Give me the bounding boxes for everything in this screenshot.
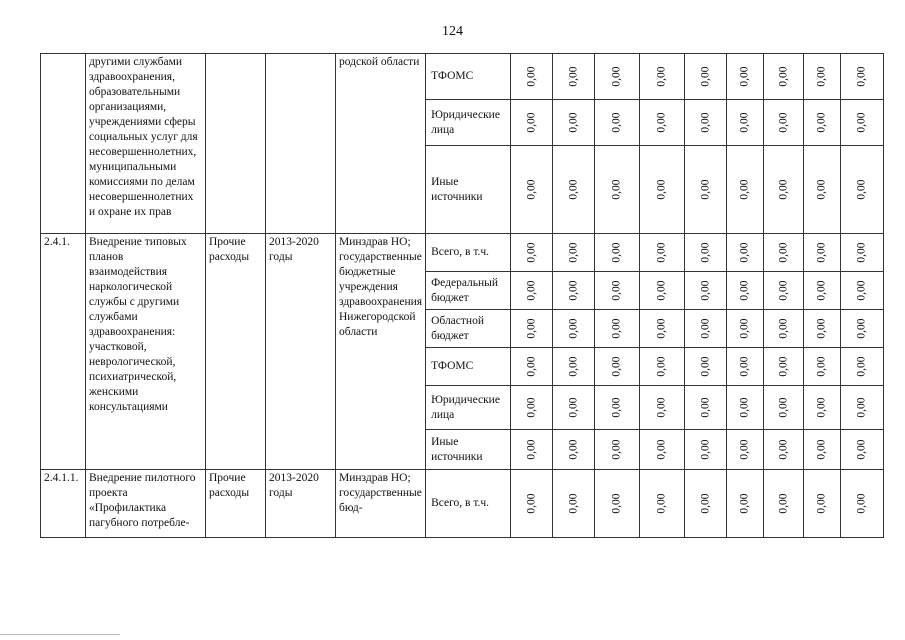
table-row bbox=[41, 470, 884, 538]
amount-value: 0,00 bbox=[655, 397, 668, 418]
item-number-cell: 2.4.1. bbox=[41, 234, 86, 470]
amount-cell bbox=[685, 386, 727, 430]
amount-value: 0,00 bbox=[655, 493, 668, 514]
amount-cell bbox=[727, 234, 764, 272]
amount-value: 0,00 bbox=[699, 356, 712, 377]
amount-value: 0,00 bbox=[567, 112, 580, 133]
amount-value: 0,00 bbox=[567, 397, 580, 418]
amount-cell bbox=[764, 100, 804, 146]
amount-cell bbox=[841, 146, 884, 234]
amount-cell bbox=[640, 470, 685, 538]
amount-value: 0,00 bbox=[567, 179, 580, 200]
amount-cell bbox=[685, 310, 727, 348]
amount-value: 0,00 bbox=[525, 179, 538, 200]
amount-cell bbox=[685, 234, 727, 272]
amount-cell bbox=[553, 146, 595, 234]
amount-value: 0,00 bbox=[815, 179, 828, 200]
amount-value: 0,00 bbox=[855, 179, 868, 200]
amount-cell bbox=[804, 310, 841, 348]
amount-cell bbox=[764, 234, 804, 272]
amount-cell bbox=[727, 348, 764, 386]
amount-cell bbox=[841, 54, 884, 100]
amount-value: 0,00 bbox=[777, 179, 790, 200]
amount-cell bbox=[511, 348, 553, 386]
amount-cell bbox=[804, 146, 841, 234]
item-number-cell bbox=[41, 54, 86, 234]
funding-source-cell: ТФОМС bbox=[426, 54, 511, 100]
amount-value: 0,00 bbox=[699, 493, 712, 514]
executor-cell: родской области bbox=[336, 54, 426, 234]
amount-cell bbox=[640, 272, 685, 310]
amount-value: 0,00 bbox=[815, 439, 828, 460]
amount-value: 0,00 bbox=[855, 439, 868, 460]
amount-cell bbox=[764, 272, 804, 310]
page-number: 124 bbox=[442, 24, 463, 39]
amount-cell bbox=[764, 386, 804, 430]
amount-value: 0,00 bbox=[610, 439, 623, 460]
amount-cell bbox=[685, 430, 727, 470]
amount-value: 0,00 bbox=[525, 318, 538, 339]
amount-value: 0,00 bbox=[655, 112, 668, 133]
amount-cell bbox=[553, 310, 595, 348]
amount-cell bbox=[727, 54, 764, 100]
amount-cell bbox=[685, 272, 727, 310]
amount-value: 0,00 bbox=[738, 356, 751, 377]
amount-cell bbox=[640, 54, 685, 100]
amount-value: 0,00 bbox=[855, 397, 868, 418]
amount-value: 0,00 bbox=[738, 112, 751, 133]
amount-cell bbox=[595, 470, 640, 538]
amount-value: 0,00 bbox=[855, 356, 868, 377]
amount-value: 0,00 bbox=[525, 242, 538, 263]
amount-cell bbox=[511, 54, 553, 100]
amount-value: 0,00 bbox=[525, 493, 538, 514]
expense-type-cell: Прочие расходы bbox=[206, 470, 266, 538]
amount-cell bbox=[841, 234, 884, 272]
funding-source-cell: Иные источники bbox=[426, 146, 511, 234]
period-cell: 2013-2020 годы bbox=[266, 470, 336, 538]
amount-value: 0,00 bbox=[738, 493, 751, 514]
amount-value: 0,00 bbox=[699, 439, 712, 460]
amount-cell bbox=[511, 272, 553, 310]
amount-value: 0,00 bbox=[610, 318, 623, 339]
period-cell bbox=[266, 54, 336, 234]
funding-source-cell: Иные источники bbox=[426, 430, 511, 470]
amount-value: 0,00 bbox=[855, 280, 868, 301]
amount-cell bbox=[511, 234, 553, 272]
amount-value: 0,00 bbox=[699, 179, 712, 200]
amount-value: 0,00 bbox=[777, 493, 790, 514]
amount-cell bbox=[804, 100, 841, 146]
amount-value: 0,00 bbox=[738, 397, 751, 418]
amount-value: 0,00 bbox=[815, 280, 828, 301]
amount-cell bbox=[640, 386, 685, 430]
amount-cell bbox=[685, 100, 727, 146]
amount-value: 0,00 bbox=[815, 493, 828, 514]
amount-value: 0,00 bbox=[699, 66, 712, 87]
amount-value: 0,00 bbox=[815, 66, 828, 87]
amount-value: 0,00 bbox=[567, 318, 580, 339]
amount-cell bbox=[685, 146, 727, 234]
amount-value: 0,00 bbox=[855, 112, 868, 133]
amount-cell bbox=[553, 470, 595, 538]
executor-cell: Минздрав НО; государственные бюд- bbox=[336, 470, 426, 538]
amount-value: 0,00 bbox=[815, 397, 828, 418]
amount-value: 0,00 bbox=[567, 66, 580, 87]
amount-cell bbox=[764, 146, 804, 234]
amount-cell bbox=[841, 470, 884, 538]
amount-cell bbox=[764, 470, 804, 538]
amount-cell bbox=[841, 430, 884, 470]
amount-value: 0,00 bbox=[738, 242, 751, 263]
amount-cell bbox=[553, 234, 595, 272]
amount-value: 0,00 bbox=[777, 356, 790, 377]
amount-value: 0,00 bbox=[525, 356, 538, 377]
amount-value: 0,00 bbox=[777, 280, 790, 301]
amount-cell bbox=[640, 234, 685, 272]
amount-value: 0,00 bbox=[815, 112, 828, 133]
funding-source-cell: Федеральный бюджет bbox=[426, 272, 511, 310]
amount-value: 0,00 bbox=[567, 242, 580, 263]
amount-cell bbox=[727, 430, 764, 470]
amount-value: 0,00 bbox=[655, 179, 668, 200]
amount-value: 0,00 bbox=[699, 112, 712, 133]
amount-value: 0,00 bbox=[855, 242, 868, 263]
amount-cell bbox=[595, 234, 640, 272]
amount-cell bbox=[804, 430, 841, 470]
amount-value: 0,00 bbox=[655, 356, 668, 377]
amount-value: 0,00 bbox=[655, 66, 668, 87]
amount-value: 0,00 bbox=[699, 397, 712, 418]
amount-cell bbox=[640, 146, 685, 234]
amount-cell bbox=[727, 310, 764, 348]
amount-value: 0,00 bbox=[815, 318, 828, 339]
amount-cell bbox=[804, 348, 841, 386]
amount-cell bbox=[595, 386, 640, 430]
amount-cell bbox=[804, 272, 841, 310]
funding-source-cell: Областной бюджет bbox=[426, 310, 511, 348]
amount-value: 0,00 bbox=[655, 318, 668, 339]
table-row bbox=[41, 234, 884, 272]
amount-cell bbox=[595, 310, 640, 348]
amount-value: 0,00 bbox=[567, 356, 580, 377]
item-name-cell: другими службами здравоохранения, образовательными организациями, учреждениями сферы социальных услуг для несовершеннолетних, муниципальными комиссиями по делам несовершеннолетних и охране их прав bbox=[86, 54, 206, 234]
amount-cell bbox=[595, 430, 640, 470]
amount-value: 0,00 bbox=[655, 280, 668, 301]
amount-cell bbox=[595, 54, 640, 100]
amount-cell bbox=[553, 386, 595, 430]
amount-value: 0,00 bbox=[610, 179, 623, 200]
period-cell: 2013-2020 годы bbox=[266, 234, 336, 470]
funding-source-cell: ТФОМС bbox=[426, 348, 511, 386]
item-name-cell: Внедрение типовых планов взаимодействия наркологической службы с другими службами здравоохранения: участковой, неврологической, психиатрической, женскими консультациями bbox=[86, 234, 206, 470]
amount-cell bbox=[553, 348, 595, 386]
amount-cell bbox=[841, 386, 884, 430]
amount-cell bbox=[595, 100, 640, 146]
amount-value: 0,00 bbox=[655, 242, 668, 263]
amount-value: 0,00 bbox=[815, 242, 828, 263]
amount-cell bbox=[804, 470, 841, 538]
amount-value: 0,00 bbox=[738, 179, 751, 200]
amount-value: 0,00 bbox=[738, 439, 751, 460]
table-row bbox=[41, 54, 884, 100]
amount-cell bbox=[804, 54, 841, 100]
amount-cell bbox=[727, 272, 764, 310]
amount-cell bbox=[511, 386, 553, 430]
amount-cell bbox=[553, 100, 595, 146]
amount-cell bbox=[764, 310, 804, 348]
amount-cell bbox=[595, 146, 640, 234]
amount-cell bbox=[841, 100, 884, 146]
amount-cell bbox=[804, 386, 841, 430]
amount-value: 0,00 bbox=[855, 493, 868, 514]
amount-value: 0,00 bbox=[610, 66, 623, 87]
amount-value: 0,00 bbox=[525, 397, 538, 418]
amount-value: 0,00 bbox=[855, 66, 868, 87]
expense-type-cell: Прочие расходы bbox=[206, 234, 266, 470]
amount-value: 0,00 bbox=[777, 439, 790, 460]
amount-value: 0,00 bbox=[567, 439, 580, 460]
amount-value: 0,00 bbox=[610, 356, 623, 377]
amount-value: 0,00 bbox=[855, 318, 868, 339]
item-name-cell: Внедрение пилотного проекта «Профилактика пагубного потребле- bbox=[86, 470, 206, 538]
amount-value: 0,00 bbox=[610, 397, 623, 418]
amount-cell bbox=[685, 470, 727, 538]
amount-cell bbox=[640, 430, 685, 470]
funding-source-cell: Всего, в т.ч. bbox=[426, 470, 511, 538]
amount-value: 0,00 bbox=[610, 242, 623, 263]
amount-value: 0,00 bbox=[699, 280, 712, 301]
amount-cell bbox=[511, 430, 553, 470]
amount-value: 0,00 bbox=[610, 280, 623, 301]
amount-value: 0,00 bbox=[525, 112, 538, 133]
item-number-cell: 2.4.1.1. bbox=[41, 470, 86, 538]
amount-value: 0,00 bbox=[777, 112, 790, 133]
amount-cell bbox=[685, 348, 727, 386]
amount-cell bbox=[727, 386, 764, 430]
amount-value: 0,00 bbox=[525, 66, 538, 87]
scan-artifact-line bbox=[0, 634, 120, 635]
amount-value: 0,00 bbox=[777, 66, 790, 87]
amount-value: 0,00 bbox=[525, 439, 538, 460]
amount-value: 0,00 bbox=[815, 356, 828, 377]
amount-value: 0,00 bbox=[567, 493, 580, 514]
amount-value: 0,00 bbox=[525, 280, 538, 301]
amount-cell bbox=[804, 234, 841, 272]
amount-cell bbox=[595, 348, 640, 386]
amount-cell bbox=[727, 100, 764, 146]
amount-cell bbox=[640, 310, 685, 348]
amount-value: 0,00 bbox=[610, 112, 623, 133]
amount-cell bbox=[764, 348, 804, 386]
amount-cell bbox=[841, 272, 884, 310]
amount-value: 0,00 bbox=[777, 397, 790, 418]
amount-value: 0,00 bbox=[738, 280, 751, 301]
budget-table bbox=[40, 53, 884, 538]
amount-cell bbox=[727, 470, 764, 538]
amount-cell bbox=[640, 100, 685, 146]
amount-value: 0,00 bbox=[777, 318, 790, 339]
amount-value: 0,00 bbox=[738, 66, 751, 87]
amount-value: 0,00 bbox=[699, 318, 712, 339]
amount-cell bbox=[764, 430, 804, 470]
amount-value: 0,00 bbox=[655, 439, 668, 460]
funding-source-cell: Юридические лица bbox=[426, 386, 511, 430]
amount-cell bbox=[841, 310, 884, 348]
amount-value: 0,00 bbox=[738, 318, 751, 339]
amount-value: 0,00 bbox=[610, 493, 623, 514]
amount-cell bbox=[841, 348, 884, 386]
amount-cell bbox=[511, 470, 553, 538]
amount-value: 0,00 bbox=[567, 280, 580, 301]
executor-cell: Минздрав НО; государственные бюджетные учреждения здравоохранения Нижегородской области bbox=[336, 234, 426, 470]
amount-value: 0,00 bbox=[699, 242, 712, 263]
amount-value: 0,00 bbox=[777, 242, 790, 263]
amount-cell bbox=[511, 146, 553, 234]
amount-cell bbox=[553, 430, 595, 470]
table-body bbox=[41, 54, 884, 538]
amount-cell bbox=[685, 54, 727, 100]
funding-source-cell: Всего, в т.ч. bbox=[426, 234, 511, 272]
amount-cell bbox=[511, 100, 553, 146]
amount-cell bbox=[764, 54, 804, 100]
amount-cell bbox=[511, 310, 553, 348]
amount-cell bbox=[553, 272, 595, 310]
funding-source-cell: Юридические лица bbox=[426, 100, 511, 146]
expense-type-cell bbox=[206, 54, 266, 234]
amount-cell bbox=[640, 348, 685, 386]
amount-cell bbox=[727, 146, 764, 234]
amount-cell bbox=[595, 272, 640, 310]
amount-cell bbox=[553, 54, 595, 100]
